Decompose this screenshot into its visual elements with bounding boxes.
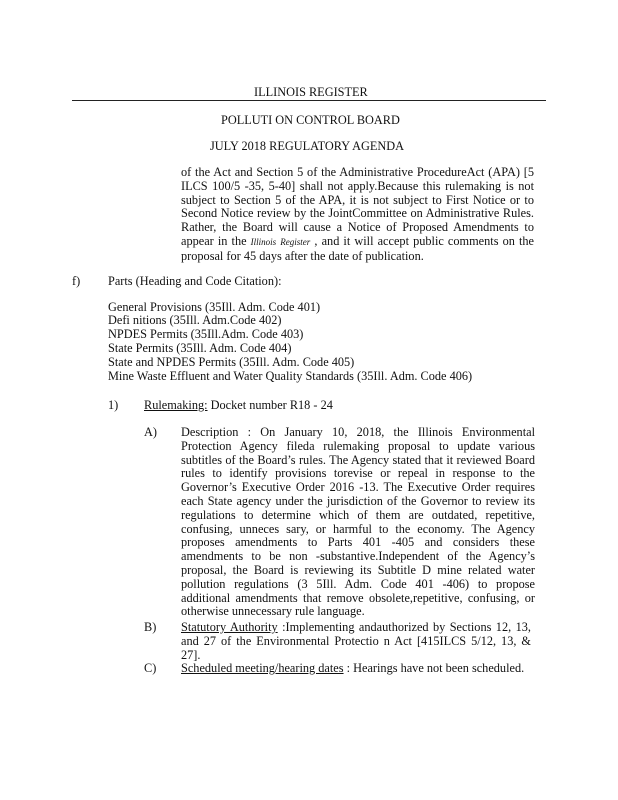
scheduled-dates-heading: Scheduled meeting/hearing dates	[181, 661, 344, 675]
intro-paragraph	[181, 166, 534, 264]
item-a-label: A)	[144, 425, 157, 439]
header-divider	[72, 100, 546, 101]
part-item: State Permits (35Ill. Adm. Code 404)	[108, 341, 292, 355]
rulemaking-heading: Rulemaking:	[144, 398, 208, 412]
item-1-label: 1)	[108, 398, 119, 412]
intro-italic-illinois: Illinois	[250, 236, 277, 247]
intro-text-2: , and it will accept public comments on the proposal for 45 days after the date of publication.	[181, 233, 535, 263]
item-1-heading	[144, 399, 333, 412]
part-item: General Provisions (35Ill. Adm. Code 401)	[108, 300, 321, 314]
section-f-title: Parts (Heading and Code Citation):	[108, 274, 282, 288]
part-item: Mine Waste Effluent and Water Quality Standards (35Ill. Adm. Code 406)	[108, 369, 473, 383]
docket-number: Docket number R18 - 24	[207, 398, 333, 412]
item-c-label: C)	[144, 661, 157, 675]
part-item: State and NPDES Permits (35Ill. Adm. Code 405)	[108, 355, 355, 369]
agenda-title: JULY 2018 REGULATORY AGENDA	[210, 139, 405, 153]
board-title: POLLUTI ON CONTROL BOARD	[221, 113, 400, 127]
part-item: Defi nitions (35Ill. Adm.Code 402)	[108, 313, 282, 327]
register-title: ILLINOIS REGISTER	[254, 85, 368, 99]
intro-text-1: of the Act and Section 5 of the Administrative ProcedureAct (APA) [5 ILCS 100/5 -35, 5-40] shall not apply.Because this rulemaking is not subject to Section 5 of the APA, it is not subject to First Notice or to Second Notice review by the JointCommittee on Administrative Rules. Rather, the Board will cause a Notice of Proposed Amendments to appear in the	[181, 165, 534, 248]
part-item: NPDES Permits (35Ill.Adm. Code 403)	[108, 327, 304, 341]
statutory-authority-paragraph	[181, 621, 531, 662]
section-f-label: f)	[72, 274, 81, 288]
item-b-label: B)	[144, 620, 157, 634]
statutory-authority-heading: Statutory Authority	[181, 620, 278, 634]
statutory-authority-text: :Implementing andauthorized by Sections 12, 13, and 27 of the Environmental Protectio n Act [415ILCS 5/12, 13, & 27].	[181, 620, 531, 662]
scheduled-dates-text: : Hearings have not been scheduled.	[343, 661, 525, 675]
scheduled-dates-line	[181, 662, 524, 675]
description-paragraph: Description : On January 10, 2018, the Illinois Environmental Protection Agency fileda rulemaking proposal to update various subtitles of the Board’s rules. The Agency stated that it reviewed Board rules to identify provisions torevise or repeal in response to the Governor’s Executive Order 2016 -13. The Executive Order requires each State agency under the jurisdiction of the Governor to review its regulations to determine which of them are outdated, repetitive, confusing, unneces sary, or harmful to the economy. The Agency proposes amendments to Parts 401 -405 and considers these amendments to be non -substantive.Independent of the Agency’s proposal, the Board is reviewing its Subtitle D mine related water pollution regulations (3 5Ill. Adm. Code 401 -406) to propose additional amendments that remove obsolete,repetitive, confusing, or otherwise unnecessary rule language.	[181, 425, 535, 619]
intro-italic-register: Register	[280, 236, 311, 247]
